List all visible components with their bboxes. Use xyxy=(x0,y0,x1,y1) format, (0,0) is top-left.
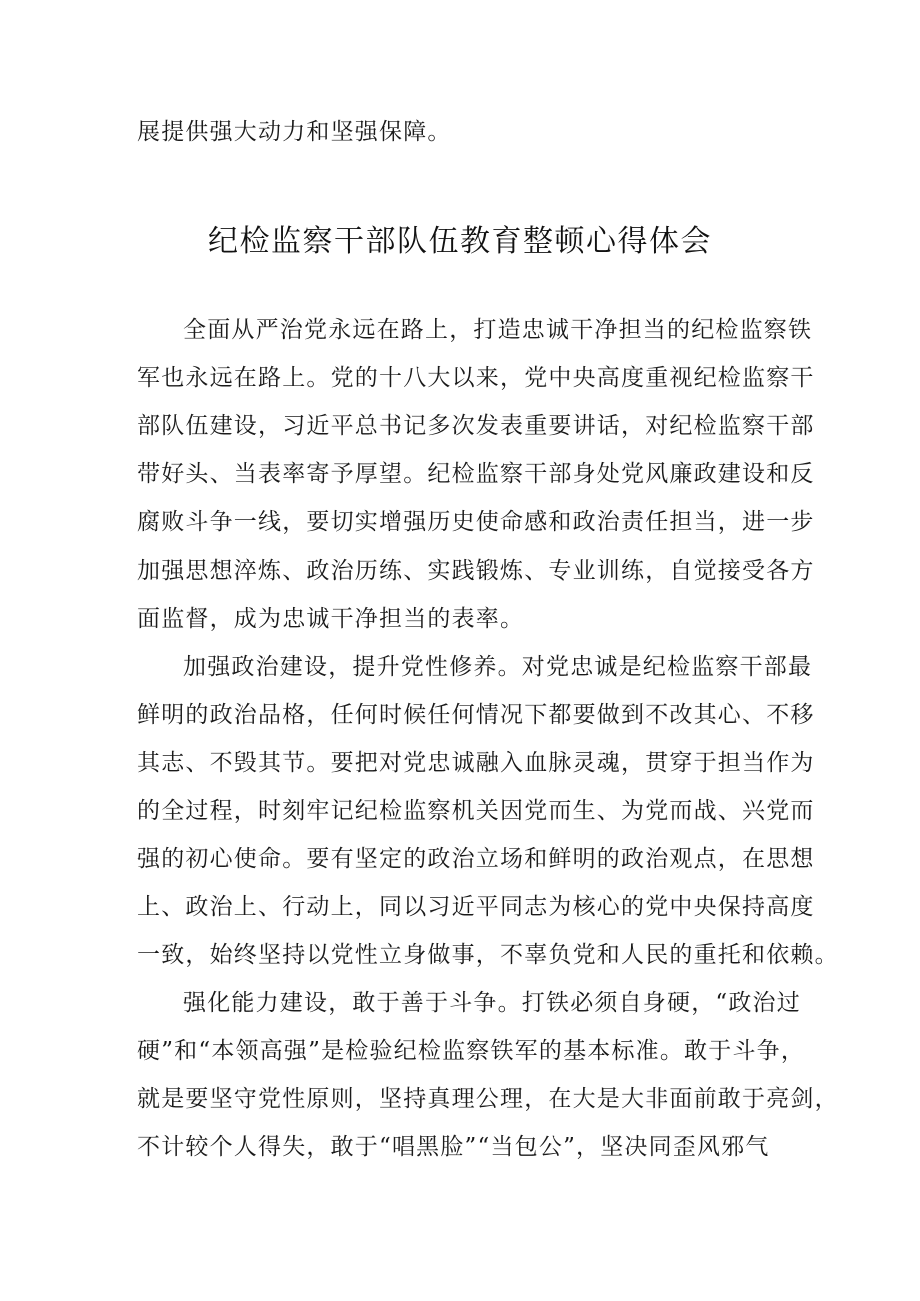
text-line: 部队伍建设，习近平总书记多次发表重要讲话，对纪检监察干部 xyxy=(137,413,815,439)
text-line: 全面从严治党永远在路上，打造忠诚干净担当的纪检监察铁 xyxy=(183,317,813,343)
intro-tail-line: 展提供强大动力和坚强保障。 xyxy=(137,119,452,145)
text-line: 面监督，成为忠诚干净担当的表率。 xyxy=(137,606,525,632)
text-line: 加强思想淬炼、政治历练、实践锻炼、专业训练，自觉接受各方 xyxy=(137,558,815,584)
document-title: 纪检监察干部队伍教育整顿心得体会 xyxy=(208,224,712,259)
text-line: 不计较个人得失，敢于“唱黑脸”“当包公”，坚决同歪风邪气 xyxy=(137,1134,770,1160)
text-line: 鲜明的政治品格，任何时候任何情况下都要做到不改其心、不移 xyxy=(137,702,815,728)
text-line: 一致，始终坚持以党性立身做事，不辜负党和人民的重托和依赖。 xyxy=(137,942,839,968)
text-line: 上、政治上、行动上，同以习近平同志为核心的党中央保持高度 xyxy=(137,894,815,920)
text-line: 硬”和“本领高强”是检验纪检监察铁军的基本标准。敢于斗争， xyxy=(137,1038,806,1064)
text-line: 强的初心使命。要有坚定的政治立场和鲜明的政治观点，在思想 xyxy=(137,846,815,872)
text-line: 腐败斗争一线，要切实增强历史使命感和政治责任担当，进一步 xyxy=(137,509,815,535)
text-line: 的全过程，时刻牢记纪检监察机关因党而生、为党而战、兴党而 xyxy=(137,798,815,824)
text-line: 就是要坚守党性原则，坚持真理公理，在大是大非面前敢于亮剑， xyxy=(137,1086,839,1112)
text-line: 带好头、当表率寄予厚望。纪检监察干部身处党风廉政建设和反 xyxy=(137,461,815,487)
text-line: 强化能力建设，敢于善于斗争。打铁必须自身硬，“政治过 xyxy=(183,990,801,1016)
text-line: 加强政治建设，提升党性修养。对党忠诚是纪检监察干部最 xyxy=(183,654,813,680)
text-line: 军也永远在路上。党的十八大以来，党中央高度重视纪检监察干 xyxy=(137,365,815,391)
text-line: 其志、不毁其节。要把对党忠诚融入血脉灵魂，贯穿于担当作为 xyxy=(137,750,815,776)
